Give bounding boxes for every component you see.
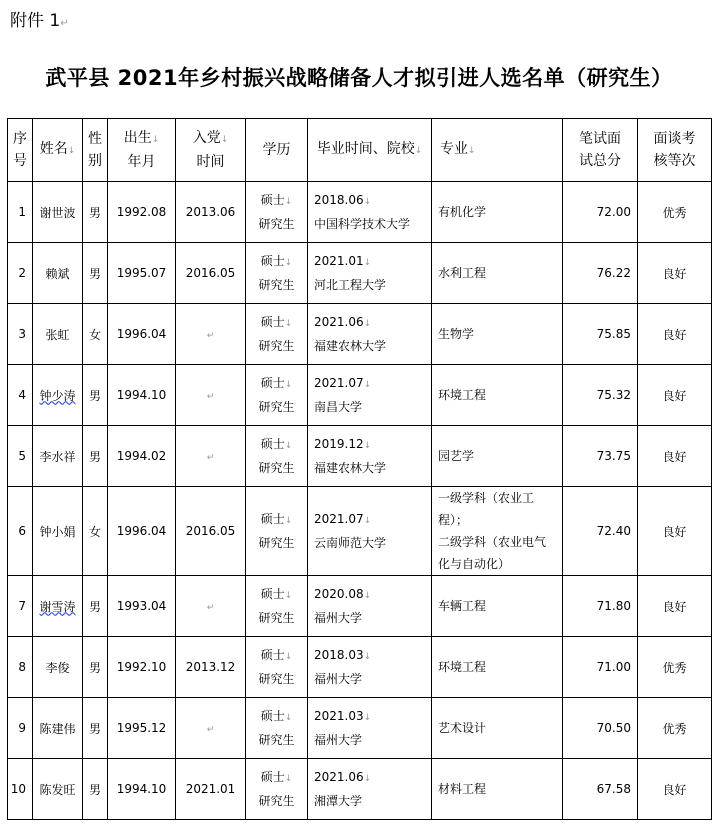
rank-cell: 良好	[638, 759, 712, 820]
seq-cell: 1	[8, 182, 33, 243]
party-cell: 2013.06	[176, 182, 246, 243]
party-cell: ↵	[176, 576, 246, 637]
education-cell: 硕士↓ 研究生	[246, 304, 308, 365]
table-header-row	[8, 119, 712, 182]
birth-cell: 1993.04	[108, 576, 176, 637]
birth-cell: 1994.02	[108, 426, 176, 487]
party-cell: 2013.12	[176, 637, 246, 698]
seq-cell: 2	[8, 243, 33, 304]
score-cell: 71.80	[563, 576, 638, 637]
party-cell: 2016.05	[176, 487, 246, 576]
rank-cell: 良好	[638, 304, 712, 365]
table-row	[8, 698, 712, 759]
name-cell: 李俊	[33, 637, 83, 698]
gender-cell: 男	[83, 698, 108, 759]
seq-cell: 8	[8, 637, 33, 698]
graduation-cell: 2021.06↓ 湘潭大学	[308, 759, 432, 820]
attachment-label: 附件 1↵	[10, 11, 69, 31]
major-cell: 环境工程	[432, 637, 563, 698]
graduation-cell: 2019.12↓ 福建农林大学	[308, 426, 432, 487]
score-cell: 75.85	[563, 304, 638, 365]
birth-cell: 1994.10	[108, 365, 176, 426]
major-cell: 生物学	[432, 304, 563, 365]
graduation-cell: 2021.01↓ 河北工程大学	[308, 243, 432, 304]
major-cell: 车辆工程	[432, 576, 563, 637]
header-score: 笔试面 试总分	[563, 119, 638, 182]
party-cell: ↵	[176, 304, 246, 365]
education-cell: 硕士↓ 研究生	[246, 576, 308, 637]
seq-cell: 9	[8, 698, 33, 759]
header-rank: 面谈考 核等次	[638, 119, 712, 182]
rank-cell: 良好	[638, 243, 712, 304]
rank-cell: 优秀	[638, 698, 712, 759]
birth-cell: 1994.10	[108, 759, 176, 820]
table-row	[8, 576, 712, 637]
education-cell: 硕士↓ 研究生	[246, 759, 308, 820]
rank-cell: 优秀	[638, 182, 712, 243]
gender-cell: 男	[83, 182, 108, 243]
table-row	[8, 182, 712, 243]
name-cell: 张虹	[33, 304, 83, 365]
header-major: 专业↓	[432, 119, 563, 182]
education-cell: 硕士↓ 研究生	[246, 698, 308, 759]
rank-cell: 良好	[638, 426, 712, 487]
name-cell: 陈建伟	[33, 698, 83, 759]
seq-cell: 10	[8, 759, 33, 820]
major-cell: 材料工程	[432, 759, 563, 820]
seq-cell: 7	[8, 576, 33, 637]
header-gender: 性 别	[83, 119, 108, 182]
graduation-cell: 2021.07↓ 云南师范大学	[308, 487, 432, 576]
major-cell: 有机化学	[432, 182, 563, 243]
party-cell: ↵	[176, 698, 246, 759]
score-cell: 72.40	[563, 487, 638, 576]
graduation-cell: 2020.08↓ 福州大学	[308, 576, 432, 637]
rank-cell: 良好	[638, 487, 712, 576]
gender-cell: 女	[83, 304, 108, 365]
table-row	[8, 487, 712, 576]
gender-cell: 男	[83, 637, 108, 698]
major-cell: 艺术设计	[432, 698, 563, 759]
header-seq: 序 号	[8, 119, 33, 182]
name-cell: 谢世波	[33, 182, 83, 243]
name-cell: 陈发旺	[33, 759, 83, 820]
header-party: 入党↓ 时间	[176, 119, 246, 182]
gender-cell: 女	[83, 487, 108, 576]
graduation-cell: 2018.06↓ 中国科学技术大学	[308, 182, 432, 243]
name-cell: 赖斌	[33, 243, 83, 304]
party-cell: 2016.05	[176, 243, 246, 304]
header-name: 姓名↓	[33, 119, 83, 182]
header-graduation: 毕业时间、院校↓	[308, 119, 432, 182]
major-cell: 一级学科（农业工 程）； 二级学科（农业电气 化与自动化）	[432, 487, 563, 576]
graduation-cell: 2021.07↓ 南昌大学	[308, 365, 432, 426]
education-cell: 硕士↓ 研究生	[246, 487, 308, 576]
graduation-cell: 2021.03↓ 福州大学	[308, 698, 432, 759]
seq-cell: 4	[8, 365, 33, 426]
birth-cell: 1995.12	[108, 698, 176, 759]
name-cell: 钟少涛	[33, 365, 83, 426]
gender-cell: 男	[83, 426, 108, 487]
score-cell: 70.50	[563, 698, 638, 759]
birth-cell: 1995.07	[108, 243, 176, 304]
document-title: 武平县 2021年乡村振兴战略储备人才拟引进人选名单（研究生）	[45, 66, 673, 90]
gender-cell: 男	[83, 243, 108, 304]
rank-cell: 优秀	[638, 637, 712, 698]
name-cell: 李水祥	[33, 426, 83, 487]
gender-cell: 男	[83, 576, 108, 637]
major-cell: 水利工程	[432, 243, 563, 304]
name-cell: 钟小娟	[33, 487, 83, 576]
graduation-cell: 2021.06↓ 福建农林大学	[308, 304, 432, 365]
rank-cell: 良好	[638, 365, 712, 426]
education-cell: 硕士↓ 研究生	[246, 637, 308, 698]
education-cell: 硕士↓ 研究生	[246, 243, 308, 304]
education-cell: 硕士↓ 研究生	[246, 426, 308, 487]
table-row	[8, 759, 712, 820]
table-row	[8, 426, 712, 487]
seq-cell: 5	[8, 426, 33, 487]
name-cell: 谢雪涛	[33, 576, 83, 637]
birth-cell: 1992.10	[108, 637, 176, 698]
candidate-table	[7, 118, 712, 820]
table-row	[8, 304, 712, 365]
table-row	[8, 243, 712, 304]
party-cell: ↵	[176, 365, 246, 426]
education-cell: 硕士↓ 研究生	[246, 365, 308, 426]
table-row	[8, 637, 712, 698]
score-cell: 71.00	[563, 637, 638, 698]
party-cell: ↵	[176, 426, 246, 487]
score-cell: 76.22	[563, 243, 638, 304]
header-birth: 出生↓ 年月	[108, 119, 176, 182]
education-cell: 硕士↓ 研究生	[246, 182, 308, 243]
major-cell: 园艺学	[432, 426, 563, 487]
score-cell: 73.75	[563, 426, 638, 487]
rank-cell: 良好	[638, 576, 712, 637]
score-cell: 72.00	[563, 182, 638, 243]
graduation-cell: 2018.03↓ 福州大学	[308, 637, 432, 698]
birth-cell: 1996.04	[108, 304, 176, 365]
seq-cell: 6	[8, 487, 33, 576]
party-cell: 2021.01	[176, 759, 246, 820]
birth-cell: 1996.04	[108, 487, 176, 576]
gender-cell: 男	[83, 365, 108, 426]
gender-cell: 男	[83, 759, 108, 820]
birth-cell: 1992.08	[108, 182, 176, 243]
header-education: 学历	[246, 119, 308, 182]
score-cell: 67.58	[563, 759, 638, 820]
seq-cell: 3	[8, 304, 33, 365]
score-cell: 75.32	[563, 365, 638, 426]
table-row	[8, 365, 712, 426]
major-cell: 环境工程	[432, 365, 563, 426]
